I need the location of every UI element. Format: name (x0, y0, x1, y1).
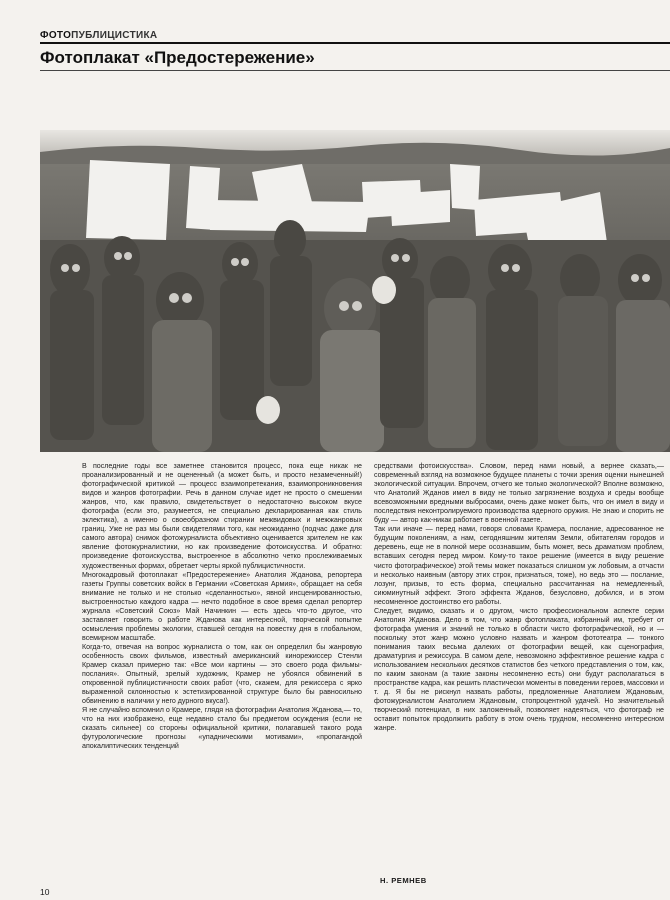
article-paragraph: Я не случайно вспомнил о Крамере, глядя на фотографии Анатолия Жданова,— то, что на них изображено, еще недавно стало бы предметом осуждения (если не сказать сильнее) со стороны официальной критики, полагавшей такого рода футурологические прогнозы «упадническими мотивами», «пропагандой апокалиптических тенденций (82, 706, 362, 751)
article-paragraph: средствами фотоискусства». Словом, перед нами новый, а вернее сказать,— современный взгляд на возможное будущее планеты с точки зрения оценки нынешней экологической ситуации. Впрочем, отчего же только экологической? Вполне возможно, что Анатолий Жданов имел в виду не только загрязнение воздуха и среды вообще всевозможными вредными выбросами, очень даже может быть, что он имел в виду и последствия неконтролируемого производства ядерного оружия. Не знаю и спорить не буду — автор как-никак работает в военной газете. (374, 462, 664, 525)
section-label-publicism: ПУБЛИЦИСТИКА (71, 30, 158, 41)
article-paragraph: Многокадровый фотоплакат «Предостережение» Анатолия Жданова, репортера газеты Группы советских войск в Германии «Советская Армия», обращает на себя внимание не только и не столько «сделанностью», явной инсценированностью, выстроенностью каждого кадра — нечто подобное в свое время сделал репортер журнала «Советский Союз» Май Начинкин — есть здесь что-то другое, что заставляет говорить о работе Жданова как интересной, творческой попытке осмысления проблемы экологии, ставшей сегодня на повестку дня в глобальном, всемирном масштабе. (82, 570, 362, 642)
article-paragraph: В последние годы все заметнее становится процесс, пока еще никак не проанализированный и не оцененный (а может быть, и просто незамеченный!) фотографической критикой — процесс взаимопретекания, взаимопроникновения видов и жанров фотографии. Речь в данном случае идет не просто о смешении жанров, что, как правило, свидетельствует о недостаточно высоком вкусе фотографа (если это, разумеется, не специально декларированная как стиль эклектика), а именно о своеобразном стирании межвидовых и межжанровых границ. Уже не раз мы были свидетелями того, как неожиданно (подчас даже для самого автора) снимок фотожурналиста объективно оценивается зрителем не как явление фотожурналистики, но как произведение фотоискусства. И обратно: произведение фотоискусства, выстроенное в абсолютно четко прослеживаемых художественных формах, обретает черты яркой публицистичности. (82, 462, 362, 570)
page-number: 10 (40, 887, 50, 897)
author-signature: Н. РЕМНЕВ (380, 876, 427, 885)
article-paragraph: Когда-то, отвечая на вопрос журналиста о том, как он определил бы жанровую особенность своих фильмов, известный американский кинорежиссер Стенли Крамер сказал примерно так: «Все мои картины — это своего рода фильмы-послания». Опытный, зрелый художник, Крамер не убоялся обвинений в откровенной публицистичности своих работ (что, скажем, для режиссера с ярко выраженной склонностью к эстетизированной структуре было бы равносильно обвинению в наличии у него дурного вкуса!). (82, 642, 362, 706)
article-paragraph: Следует, видимо, сказать и о другом, чисто профессиональном аспекте серии Анатолия Жданова. Дело в том, что жанр фотоплаката, избранный им, требует от фотографа умения и знаний не только в области чисто фотографической, но и — поскольку этот жанр можно условно назвать и жанром фототеатра — тонкого понимания таких весьма далеких от фотографии вещей, как сценография, драматургия и режиссура. В самом деле, невозможно эффективное решение кадра с использованием нескольких десятков статистов без четкого представления о том, как, по каким законам (а такие законы несомненно есть) они будут располагаться в пространстве кадра, как решить пластически моменты в поведении героев, массовки и т. д. Я бы не рискнул назвать работы, предложенные Анатолием Ждановым, фотожурналистом Анатолием Ждановым, стопроцентной удачей. Но значительный творческий потенциал, в них заложенный, позволяет надеяться, что фотограф не оставит попыток продолжить работу в этом очень трудном, несомненно интересном жанре. (374, 606, 664, 733)
section-header (40, 30, 670, 41)
article-paragraph: Так или иначе — перед нами, говоря словами Крамера, послание, адресованное не будущим поколениям, а нам, сегодняшним жителям Земли, обитателям городов и деревень, еще не в полной мере осознавшим, быть может, весь драматизм проблем, вставших сегодня перед миром. Кому-то такое решение (имеется в виду решение чисто фотографическое) этой темы может показаться слишком уж лобовым, а отчасти и несколько наивным (автору этих строк, признаться, тоже), но ведь это — послание, лозунг, призыв, то есть форма, специально рассчитанная на немедленный, сиюминутный эффект. Этого эффекта Жданов, безусловно, добился, и в этом несомненное достоинство его работы. (374, 525, 664, 606)
protest-photo-image (40, 130, 670, 452)
section-label-photo: ФОТО (40, 30, 72, 41)
article-column-right (374, 462, 664, 733)
article-column-left (82, 462, 362, 752)
title-rule (40, 70, 670, 71)
page-title: Фотоплакат «Предостережение» (40, 48, 315, 67)
top-rule (40, 42, 670, 44)
protest-photo (40, 130, 670, 452)
